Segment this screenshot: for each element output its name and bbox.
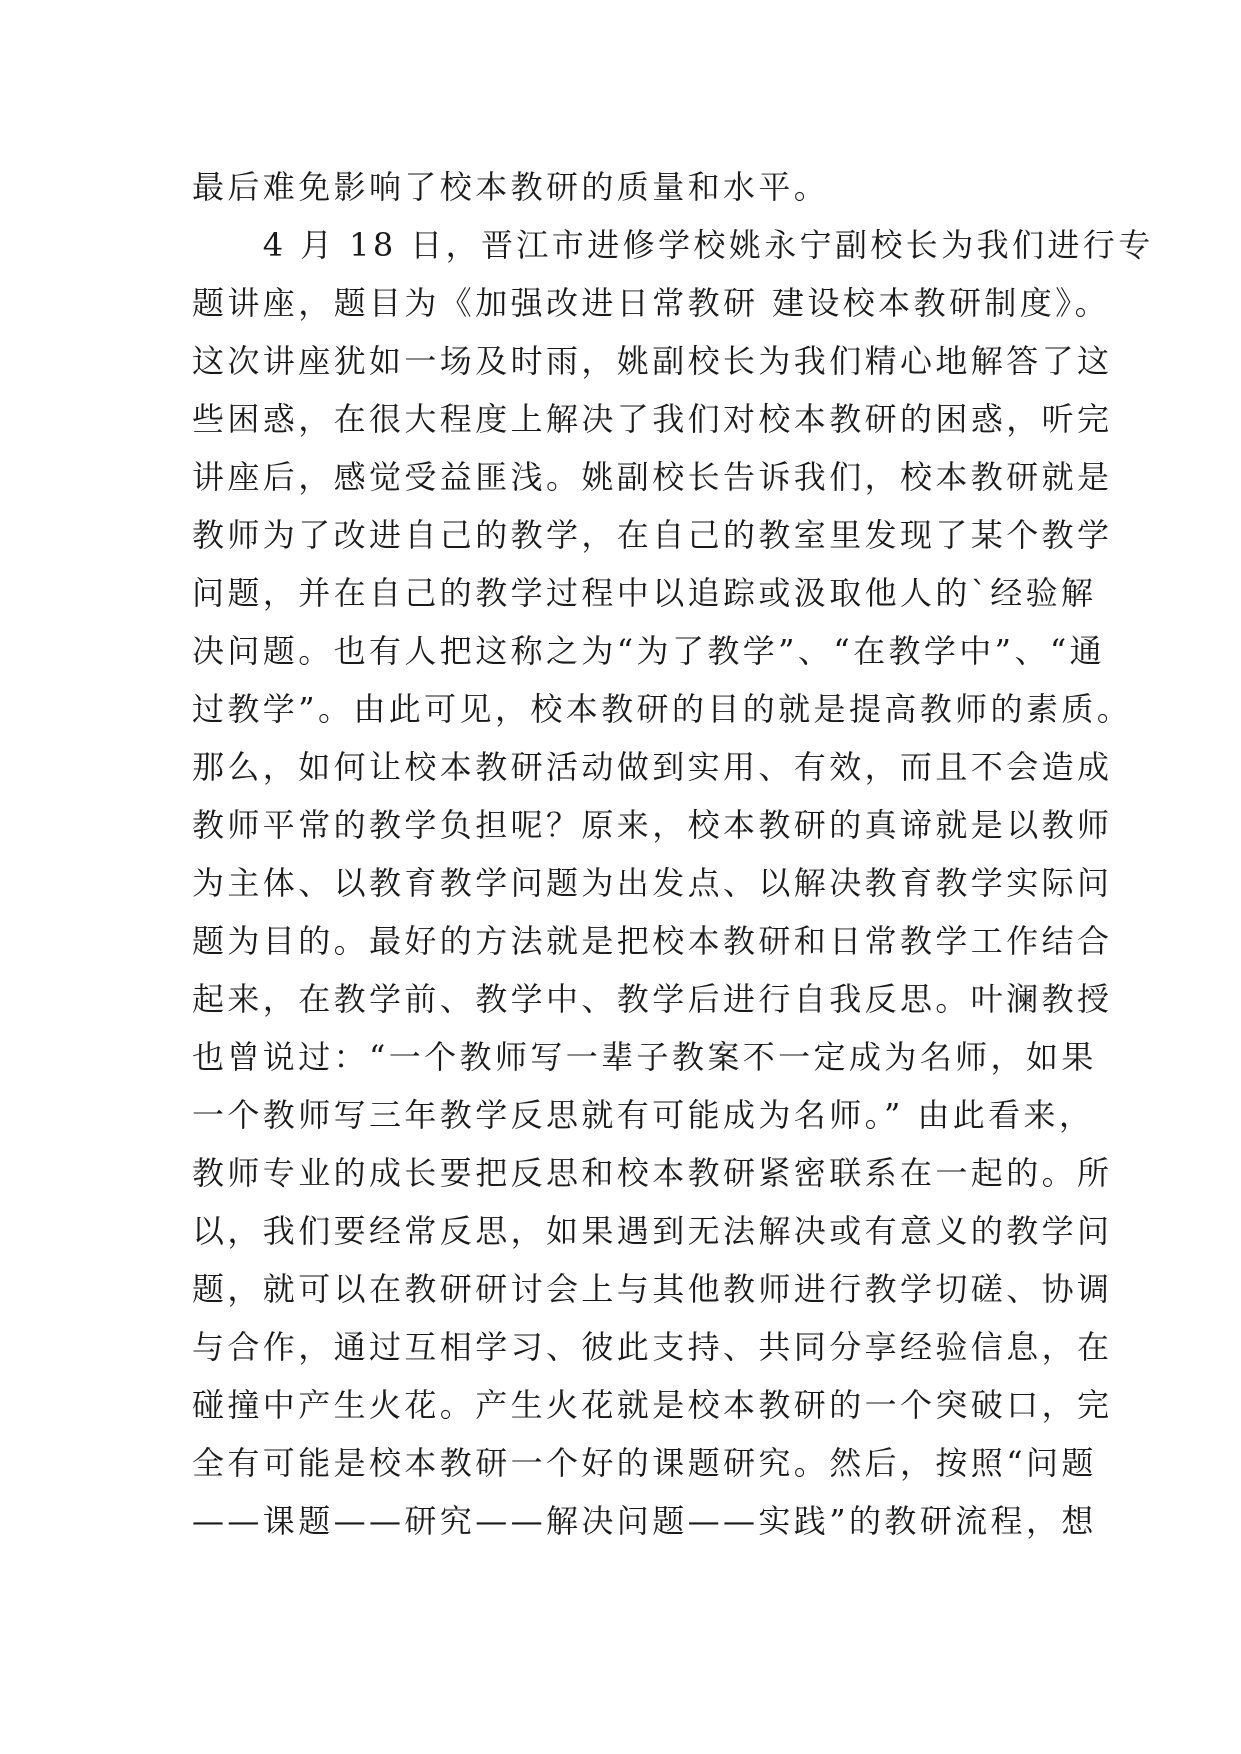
text-line: ——课题——研究——解决问题——实践”的教研流程，想 [192,1502,1097,1540]
text-line: 那么，如何让校本教研活动做到实用、有效，而且不会造成 [192,748,1113,786]
text-line: 讲座后，感觉受益匪浅。姚副校长告诉我们，校本教研就是 [192,458,1113,496]
text-line: 题为目的。最好的方法就是把校本教研和日常教学工作结合 [192,922,1113,960]
text-line: 这次讲座犹如一场及时雨，姚副校长为我们精心地解答了这 [192,342,1113,380]
body-text [192,158,1154,1550]
text-line: 起来，在教学前、教学中、教学后进行自我反思。叶澜教授 [192,980,1113,1018]
text-line: 决问题。也有人把这称之为“为了教学”、“在教学中”、“通 [192,632,1105,670]
text-line: 一个教师写三年教学反思就有可能成为名师。” 由此看来， [192,1096,1095,1134]
text-line: 教师专业的成长要把反思和校本教研紧密联系在一起的。所 [192,1154,1113,1192]
text-line: 与合作，通过互相学习、彼此支持、共同分享经验信息，在 [192,1328,1113,1366]
text-line: 些困惑，在很大程度上解决了我们对校本教研的困惑，听完 [192,400,1113,438]
text-line: 为主体、以教育教学问题为出发点、以解决教育教学实际问 [192,864,1113,902]
text-line: 教师为了改进自己的教学，在自己的教室里发现了某个教学 [192,516,1113,554]
text-line: 过教学”。由此可见，校本教研的目的就是提高教师的素质。 [192,690,1133,728]
text-line: 教师平常的教学负担呢？原来，校本教研的真谛就是以教师 [192,806,1113,844]
text-line: 以，我们要经常反思，如果遇到无法解决或有意义的教学问 [192,1212,1113,1250]
text-line: 最后难免影响了校本教研的质量和水平。 [192,168,830,206]
text-line: 题，就可以在教研研讨会上与其他教师进行教学切磋、协调 [192,1270,1113,1308]
text-line: 碰撞中产生火花。产生火花就是校本教研的一个突破口，完 [192,1386,1113,1424]
text-line: 问题，并在自己的教学过程中以追踪或汲取他人的`经验解 [192,574,1097,612]
text-line: 题讲座，题目为《加强改进日常教研 建设校本教研制度》。 [192,284,1110,322]
text-line: 也曾说过：“一个教师写一辈子教案不一定成为名师，如果 [192,1038,1097,1076]
text-line: 全有可能是校本教研一个好的课题研究。然后，按照“问题 [192,1444,1097,1482]
text-line: 4 月 18 日，晋江市进修学校姚永宁副校长为我们进行专 [192,226,1154,264]
